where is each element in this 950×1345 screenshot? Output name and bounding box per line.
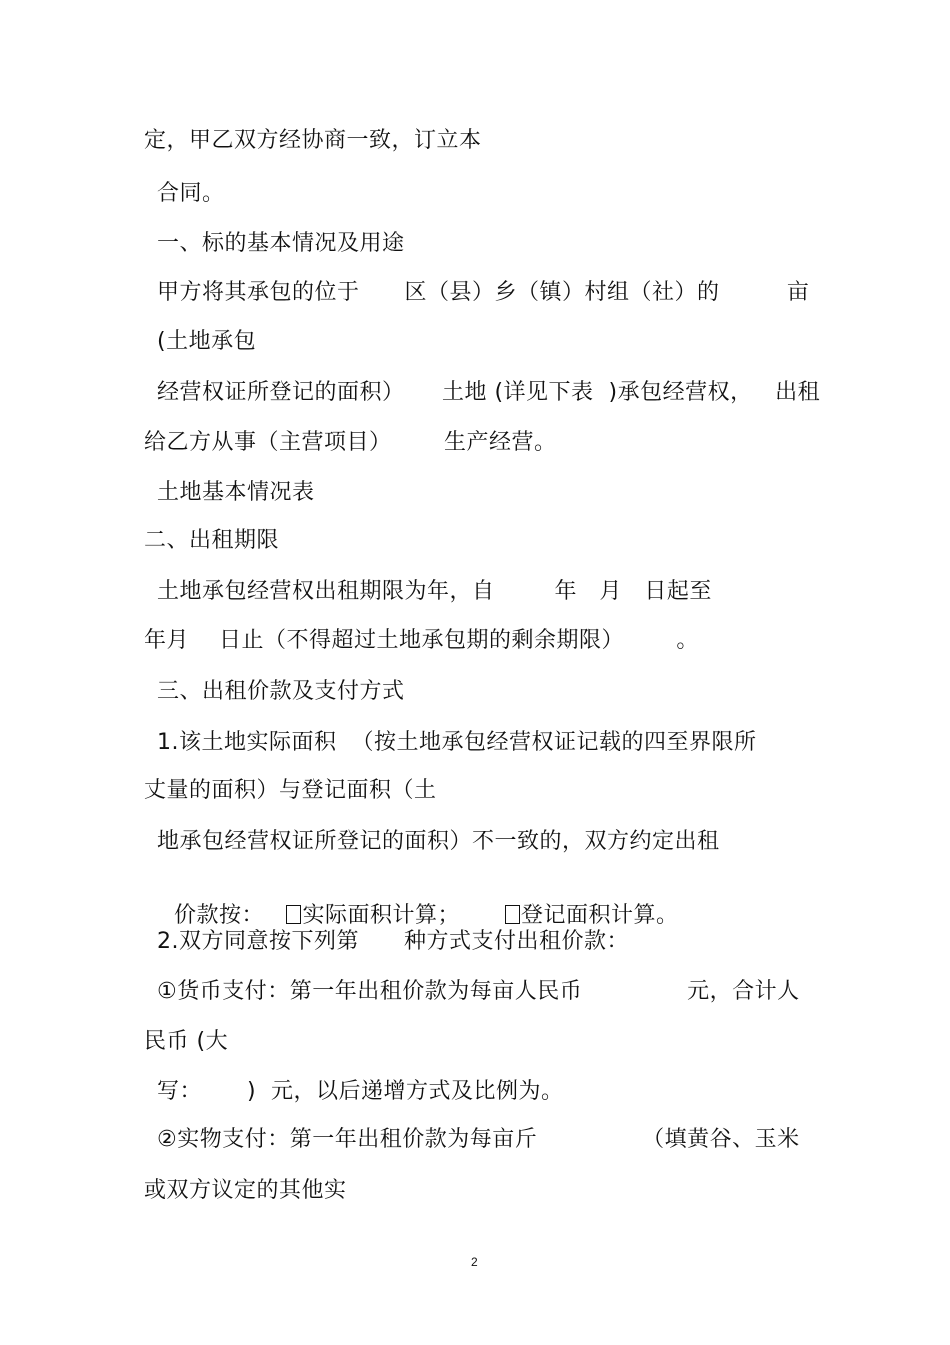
- text-line: 民币 (大: [144, 1029, 229, 1054]
- text-line: 土地承包经营权出租期限为年，自 年 月 日起至: [157, 579, 712, 604]
- text-line: 合同。: [157, 181, 225, 206]
- section-heading: 二、出租期限: [144, 528, 280, 553]
- text-line: 或双方议定的其他实: [144, 1178, 347, 1203]
- text-line: (土地承包: [157, 329, 257, 354]
- section-heading: 三、出租价款及支付方式: [157, 679, 405, 704]
- option-registered-area-label: 登记面积计算。: [520, 903, 679, 928]
- text-line: ①货币支付：第一年出租价款为每亩人民币 元，合计人: [157, 979, 800, 1004]
- checkbox-actual-area[interactable]: [286, 905, 301, 924]
- text-line: 写： ) 元，以后递增方式及比例为。: [157, 1079, 564, 1104]
- text-line: 1.该土地实际面积 （按土地承包经营权证记载的四至界限所: [157, 730, 757, 755]
- text-line: 2.双方同意按下列第 种方式支付出租价款：: [157, 929, 629, 954]
- price-basis-prefix: 价款按：: [173, 903, 264, 928]
- text-line: ②实物支付：第一年出租价款为每亩斤 （填黄谷、玉米: [157, 1127, 800, 1152]
- text-line: 定，甲乙双方经协商一致，订立本: [144, 128, 482, 153]
- text-line: 甲方将其承包的位于 区（县）乡（镇）村组（社）的 亩: [157, 280, 810, 305]
- section-heading: 一、标的基本情况及用途: [157, 231, 405, 256]
- page-number: 2: [471, 1255, 478, 1269]
- checkbox-registered-area[interactable]: [505, 905, 520, 924]
- text-line: 经营权证所登记的面积） 土地 (详见下表 )承包经营权， 出租: [157, 380, 821, 405]
- text-line: 年月 日止（不得超过土地承包期的剩余期限） 。: [144, 628, 699, 653]
- text-line: 丈量的面积）与登记面积（土: [144, 778, 437, 803]
- text-line: 地承包经营权证所登记的面积）不一致的，双方约定出租: [157, 829, 720, 854]
- option-actual-area-label: 实际面积计算；: [302, 903, 460, 928]
- text-line: 给乙方从事（主营项目） 生产经营。: [144, 430, 557, 455]
- table-caption: 土地基本情况表: [157, 480, 315, 505]
